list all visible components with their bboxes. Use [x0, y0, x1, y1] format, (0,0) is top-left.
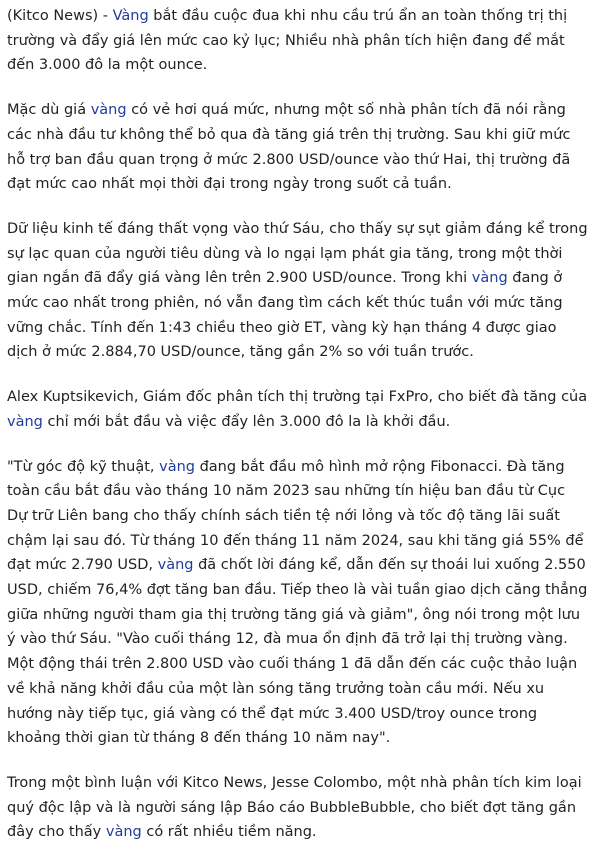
paragraph-text: đang bắt đầu mô hình mở rộng Fibonacci. Đà tăng toàn cầu bắt đầu vào tháng 10 năm 2023 sau những tín hiệu ban đầu từ Cục Dự trữ Liên bang cho thấy chính sách tiền tệ nới lỏng và tốc độ tăng lãi suất chậm lại sau đó. Từ tháng 10 đến tháng 11 năm 2024, sau khi tăng giá 55% để đạt mức 2.790 USD, [7, 458, 584, 574]
article-paragraph [7, 455, 588, 751]
article-paragraph [7, 385, 588, 434]
paragraph-text: đang ở mức cao nhất trong phiên, nó vẫn đang tìm cách kết thúc tuần với mức tăng vững chắc. Tính đến 1:43 chiều theo giờ ET, vàng kỳ hạn tháng 4 được giao dịch ở mức 2.884,70 USD/ounce, tăng gần 2% so với tuần trước. [7, 270, 563, 361]
gold-keyword-link[interactable]: vàng [105, 824, 142, 841]
paragraph-text: có vẻ hơi quá mức, nhưng một số nhà phân tích đã nói rằng các nhà đầu tư không thể bỏ qua đà tăng giá trên thị trường. Sau khi giữ mức hỗ trợ ban đầu quan trọng ở mức 2.800 USD/ounce vào thứ Hai, thị trường đã đạt mức cao nhất mọi thời đại trong ngày trong suốt cả tuần. [7, 102, 571, 193]
paragraph-text: chỉ mới bắt đầu và việc đẩy lên 3.000 đô la là khởi đầu. [42, 413, 451, 430]
paragraph-text: Dữ liệu kinh tế đáng thất vọng vào thứ Sáu, cho thấy sự sụt giảm đáng kể trong sự lạc quan của người tiêu dùng và lo ngại lạm phát gia tăng, trong một thời gian ngắn đã đẩy giá vàng lên trên 2.900 USD/ounce. Trong khi [7, 220, 588, 287]
paragraph-text: Alex Kuptsikevich, Giám đốc phân tích thị trường tại FxPro, cho biết đà tăng của [7, 389, 588, 406]
paragraph-text: "Từ góc độ kỹ thuật, [7, 458, 160, 475]
article-paragraph [7, 771, 588, 845]
gold-keyword-link[interactable]: vàng [90, 102, 127, 119]
paragraph-text: Trong một bình luận với Kitco News, Jesse Colombo, một nhà phân tích kim loại quý độc lập và là người sáng lập Báo cáo BubbleBubble, cho biết đợt tăng gần đây cho thấy [7, 774, 582, 841]
article-paragraph [7, 4, 588, 78]
gold-keyword-link[interactable]: vàng [7, 413, 43, 430]
gold-keyword-link[interactable]: vàng [159, 458, 195, 475]
paragraph-text: bắt đầu cuộc đua khi nhu cầu trú ẩn an toàn thống trị thị trường và đẩy giá lên mức cao kỷ lục; Nhiều nhà phân tích hiện đang để mắt đến 3.000 đô la một ounce. [7, 8, 568, 74]
gold-keyword-link[interactable]: vàng [471, 270, 508, 287]
gold-keyword-link[interactable]: vàng [157, 557, 194, 574]
article-paragraph [7, 98, 588, 197]
paragraph-text: (Kitco News) - [7, 8, 113, 24]
article-paragraph [7, 217, 588, 365]
gold-keyword-link[interactable]: Vàng [112, 8, 149, 24]
paragraph-text: có rất nhiều tiềm năng. [141, 824, 317, 841]
paragraph-text: Mặc dù giá [7, 102, 91, 119]
paragraph-text: đã chốt lời đáng kể, dẫn đến sự thoái lui xuống 2.550 USD, chiếm 76,4% đợt tăng ban đầu. Tiếp theo là vài tuần giao dịch căng thẳng giữa những người tham gia thị trường tăng giá và giảm", ông nói trong một lưu ý vào thứ Sáu. "Vào cuối tháng 12, đà mua ổn định đã trở lại thị trường vàng. Một động thái trên 2.800 USD vào cuối tháng 1 đã dẫn đến các cuộc thảo luận về khả năng khởi đầu của một làn sóng tăng trưởng toàn cầu mới. Nếu xu hướng này tiếp tục, giá vàng có thể đạt mức 3.400 USD/troy ounce trong khoảng thời gian từ tháng 8 đến tháng 10 năm nay". [7, 557, 588, 747]
